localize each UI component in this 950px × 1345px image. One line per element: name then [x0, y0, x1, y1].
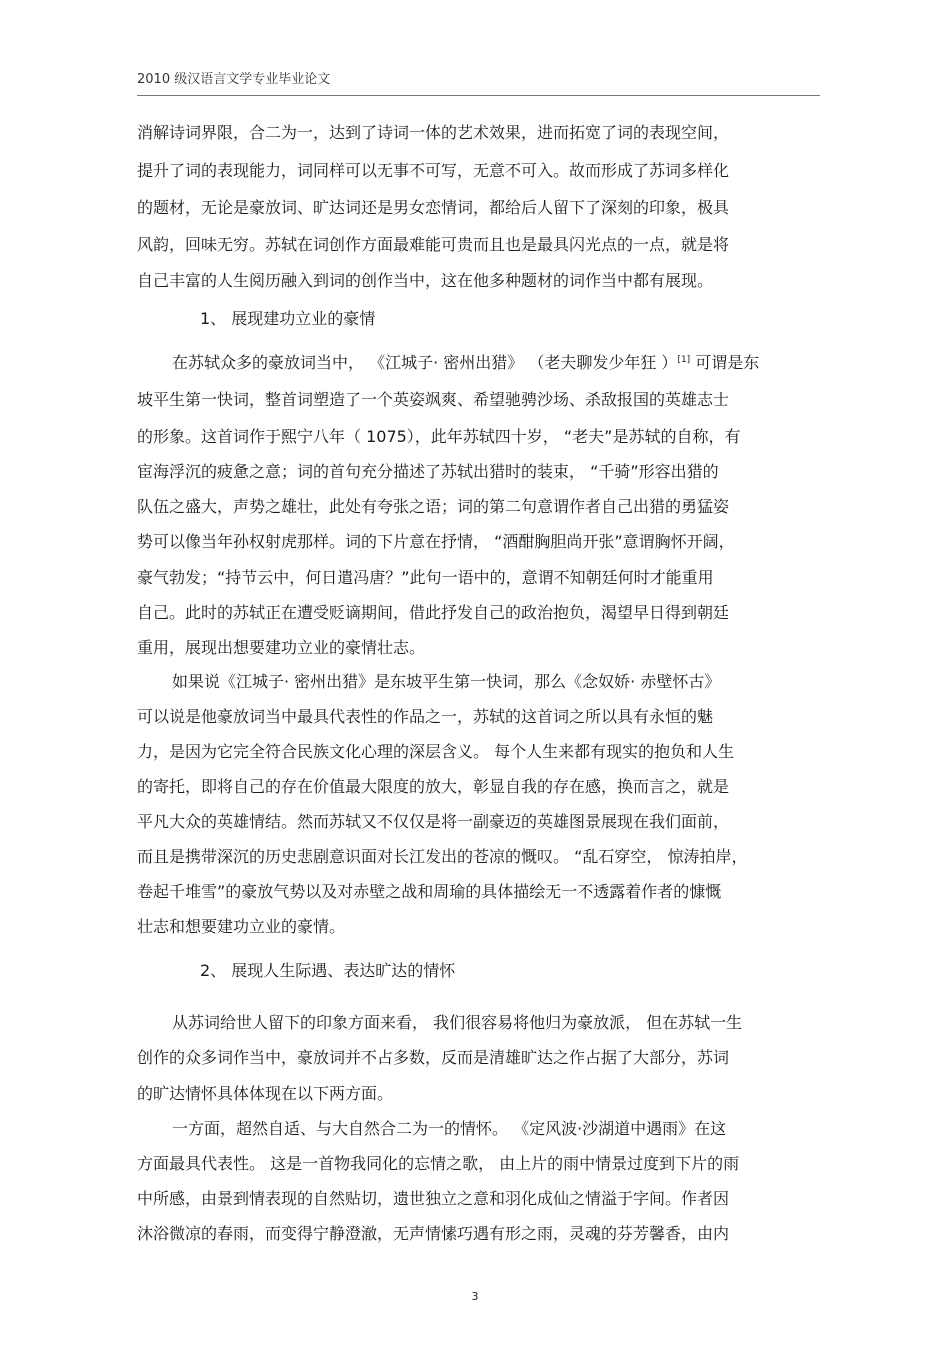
text-line: 风韵，回味无穷。苏轼在词创作方面最难能可贵而且也是最具闪光点的一点，就是将: [137, 235, 730, 254]
text-line: 重用，展现出想要建功立业的豪情壮志。: [137, 638, 426, 657]
text-line: 如果说《江城子· 密州出猎》是东坡平生第一快词，那么《念奴娇· 赤壁怀古》: [172, 672, 721, 691]
header-rule: [137, 95, 820, 96]
text-span: 可谓是东: [690, 353, 760, 372]
text-line: 一方面，超然自适、与大自然合二为一的情怀。 《定风波·沙湖道中遇雨》在这: [172, 1119, 727, 1138]
footnote-ref: [1]: [677, 355, 691, 365]
text-line: 力，是因为它完全符合民族文化心理的深层含义。 每个人生来都有现实的抱负和人生: [137, 742, 735, 761]
text-line: 中所感，由景到情表现的自然贴切，遗世独立之意和羽化成仙之情溢于字间。作者因: [137, 1189, 730, 1208]
text-line: [172, 353, 759, 373]
text-line: 平凡大众的英雄情结。然而苏轼又不仅仅是将一副豪迈的英雄图景展现在我们面前，: [137, 812, 730, 831]
text-line: 势可以像当年孙权射虎那样。词的下片意在抒情， “酒酣胸胆尚开张”意谓胸怀开阔，: [137, 532, 735, 551]
section-heading: 2、 展现人生际遇、表达旷达的情怀: [200, 961, 456, 980]
text-line: 自己丰富的人生阅历融入到词的创作当中，这在他多种题材的词作当中都有展现。: [137, 271, 714, 290]
text-line: 宦海浮沉的疲惫之意；词的首句充分描述了苏轼出猎时的装束， “千骑”形容出猎的: [137, 462, 719, 481]
text-line: 沐浴微凉的春雨，而变得宁静澄澈，无声情愫巧遇有形之雨，灵魂的芬芳馨香，由内: [137, 1224, 730, 1243]
text-line: 壮志和想要建功立业的豪情。: [137, 917, 346, 936]
text-line: 的题材，无论是豪放词、旷达词还是男女恋情词，都给后人留下了深刻的印象，极具: [137, 198, 730, 217]
text-line: 卷起千堆雪”的豪放气势以及对赤壁之战和周瑜的具体描绘无一不透露着作者的慷慨: [137, 882, 722, 901]
text-line: 消解诗词界限，合二为一，达到了诗词一体的艺术效果，进而拓宽了词的表现空间，: [137, 123, 730, 142]
text-line: 的寄托，即将自己的存在价值最大限度的放大，彰显自我的存在感，换而言之，就是: [137, 777, 730, 796]
text-line: 队伍之盛大，声势之雄壮，此处有夸张之语；词的第二句意谓作者自己出猎的勇猛姿: [137, 497, 730, 516]
page-number: 3: [471, 1290, 479, 1303]
text-line: 豪气勃发；“持节云中，何日遣冯唐？”此句一语中的，意谓不知朝廷何时才能重用: [137, 568, 714, 587]
text-line: 可以说是他豪放词当中最具代表性的作品之一，苏轼的这首词之所以具有永恒的魅: [137, 707, 714, 726]
running-header: 2010 级汉语言文学专业毕业论文: [137, 72, 331, 87]
text-line: 的旷达情怀具体体现在以下两方面。: [137, 1084, 394, 1103]
text-line: 创作的众多词作当中，豪放词并不占多数，反而是清雄旷达之作占据了大部分，苏词: [137, 1048, 730, 1067]
text-line: 而且是携带深沉的历史悲剧意识面对长江发出的苍凉的慨叹。 “乱石穿空， 惊涛拍岸，: [137, 847, 748, 866]
text-line: 提升了词的表现能力，词同样可以无事不可写，无意不可入。故而形成了苏词多样化: [137, 161, 730, 180]
text-line: 坡平生第一快词，整首词塑造了一个英姿飒爽、希望驰骋沙场、杀敌报国的英雄志士: [137, 390, 730, 409]
text-span: 在苏轼众多的豪放词当中， 《江城子· 密州出猎》 （老夫聊发少年狂 ）: [172, 353, 678, 372]
text-line: 自己。此时的苏轼正在遭受贬谪期间，借此抒发自己的政治抱负，渴望早日得到朝廷: [137, 603, 730, 622]
section-heading: 1、 展现建功立业的豪情: [200, 309, 376, 328]
text-line: 的形象。这首词作于熙宁八年（ 1075），此年苏轼四十岁， “老夫”是苏轼的自称，有: [137, 427, 741, 446]
text-line: 从苏词给世人留下的印象方面来看， 我们很容易将他归为豪放派， 但在苏轼一生: [172, 1013, 743, 1032]
text-line: 方面最具代表性。 这是一首物我同化的忘情之歌， 由上片的雨中情景过度到下片的雨: [137, 1154, 740, 1173]
